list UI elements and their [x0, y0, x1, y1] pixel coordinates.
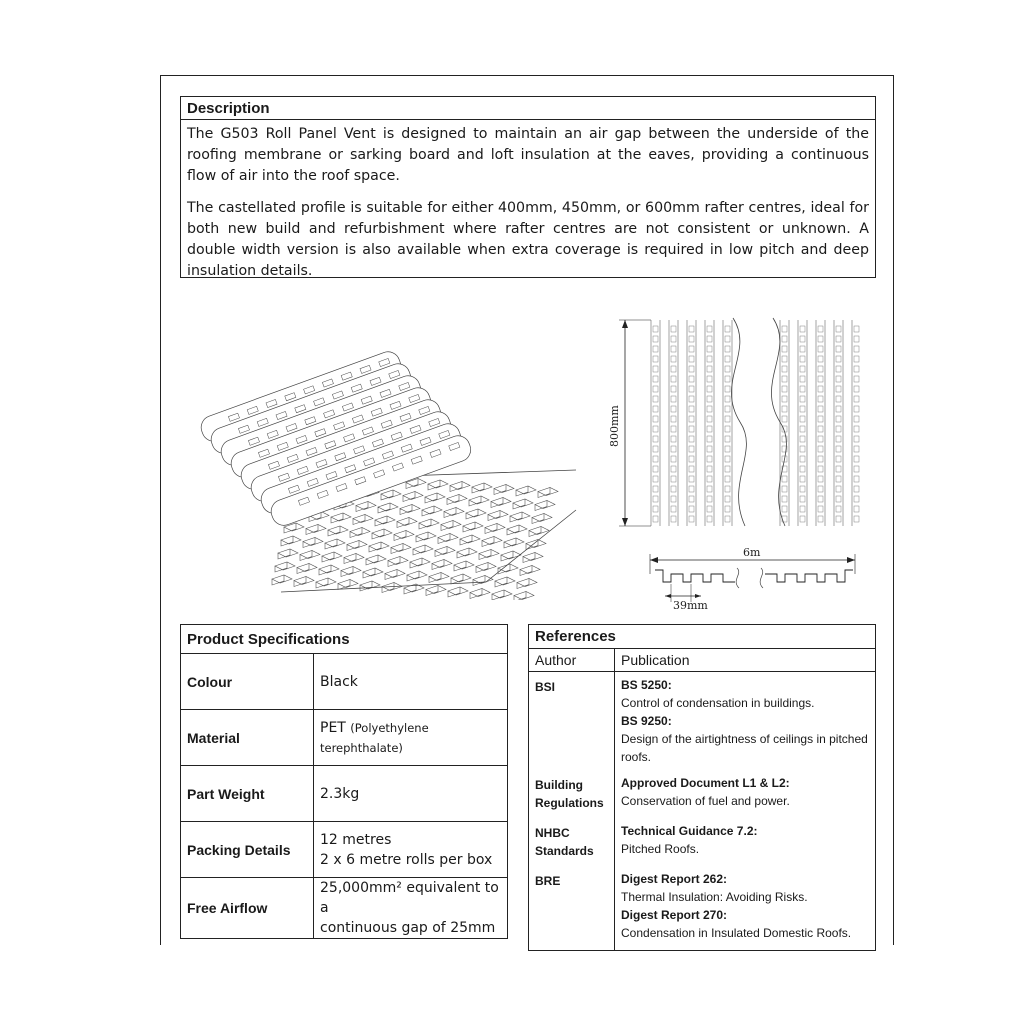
reference-row [529, 818, 876, 866]
spec-value-text: 12 metres [320, 831, 392, 848]
reference-text: Control of condensation in buildings. [621, 696, 815, 710]
spec-value-note: (Polyethylene terephthalate) [320, 720, 429, 755]
reference-author: NHBC Standards [529, 818, 615, 866]
spec-label: Part Weight [181, 766, 314, 822]
reference-code: Approved Document L1 & L2: [621, 776, 790, 790]
panel-plan-left [651, 320, 732, 526]
spec-label: Free Airflow [181, 878, 314, 939]
spec-value [314, 654, 508, 710]
reference-code: BS 9250: [621, 714, 672, 728]
spec-value [314, 878, 508, 939]
spec-label: Packing Details [181, 822, 314, 878]
product-specifications-table [180, 624, 508, 939]
spec-row [181, 766, 508, 822]
reference-code: Digest Report 262: [621, 872, 728, 886]
spec-value-text: Black [320, 673, 358, 690]
description-paragraph-1: The G503 Roll Panel Vent is designed to maintain an air gap between the underside of the roofing membrane or sarking board and loft insulation at the eaves, providing a continuous flow of air into the roof space. [187, 126, 869, 184]
reference-text: Design of the airtightness of ceilings in pitched roofs. [621, 732, 868, 764]
reference-code: Technical Guidance 7.2: [621, 824, 758, 838]
specifications-title: Product Specifications [181, 625, 508, 654]
pitch-dimension-label: 39mm [673, 599, 708, 612]
description-title: Description [181, 97, 875, 120]
length-dimension-label: 6m [743, 546, 761, 559]
reference-row [529, 770, 876, 818]
reference-text: Thermal Insulation: Avoiding Risks. [621, 890, 808, 904]
reference-text: Pitched Roofs. [621, 842, 700, 856]
spec-label: Colour [181, 654, 314, 710]
reference-text: Conservation of fuel and power. [621, 794, 790, 808]
panel-plan-right [780, 320, 859, 526]
spec-value-text: 2.3kg [320, 785, 360, 802]
reference-publication [615, 818, 876, 866]
height-dimension-label: 800mm [608, 405, 621, 447]
references-table [528, 624, 876, 951]
spec-value-note: continuous gap of 25mm [320, 920, 496, 936]
reference-author: BRE [529, 866, 615, 951]
spec-row [181, 822, 508, 878]
spec-label: Material [181, 710, 314, 766]
author-column-header: Author [529, 649, 615, 672]
spec-row [181, 654, 508, 710]
spec-value [314, 710, 508, 766]
publication-column-header: Publication [615, 649, 876, 672]
reference-row [529, 866, 876, 951]
spec-row [181, 710, 508, 766]
reference-publication [615, 770, 876, 818]
references-title: References [529, 625, 876, 649]
reference-publication [615, 672, 876, 771]
reference-code: BS 5250: [621, 678, 672, 692]
spec-value-note: 2 x 6 metre rolls per box [320, 851, 493, 868]
spec-value [314, 766, 508, 822]
reference-author: Building Regulations [529, 770, 615, 818]
spec-value-text: 25,000mm² equivalent to a [320, 880, 499, 916]
spec-value-text: PET [320, 719, 346, 736]
reference-code: Digest Report 270: [621, 908, 728, 922]
spec-value [314, 822, 508, 878]
spec-row [181, 878, 508, 939]
reference-author: BSI [529, 672, 615, 771]
reference-row [529, 672, 876, 771]
dimension-drawing [605, 312, 880, 612]
reference-publication [615, 866, 876, 951]
description-paragraph-2: The castellated profile is suitable for either 400mm, 450mm, or 600mm rafter centres, ideal for both new build and refurbishment where rafter centres are not consistent or unknown. A double width version is also available when extra coverage is required in low pitch and deep insulation details. [187, 200, 869, 279]
description-body [181, 120, 875, 282]
reference-text: Condensation in Insulated Domestic Roofs. [621, 926, 852, 940]
roll-vent-illustration [186, 310, 586, 600]
rolled-panel [198, 348, 474, 528]
description-section [180, 96, 876, 278]
